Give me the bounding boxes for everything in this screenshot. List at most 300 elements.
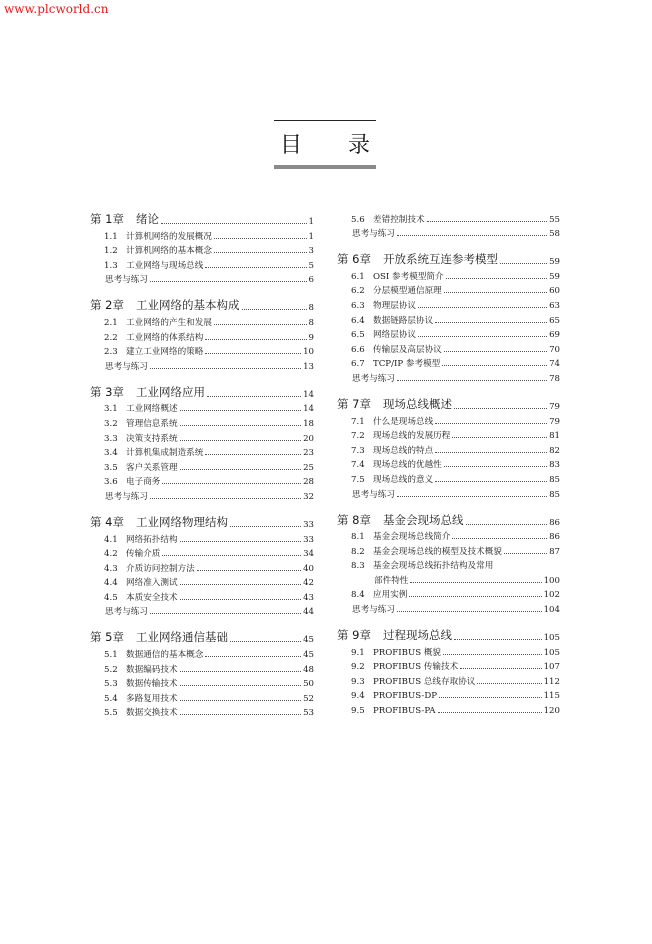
section-title: 决策支持系统 (126, 433, 178, 444)
page-number: 18 (303, 418, 314, 429)
dot-leader (180, 425, 301, 426)
section-number: 7.1 (351, 416, 365, 427)
chapter-block (337, 210, 560, 239)
dot-leader (397, 235, 547, 236)
title-text (274, 121, 376, 165)
section-number: 8.2 (351, 546, 365, 557)
section-number: 4.2 (104, 549, 118, 560)
dot-leader (500, 263, 547, 264)
page-number: 44 (303, 607, 314, 618)
section-row (90, 256, 314, 271)
section-title: 介质访问控制方法 (126, 563, 195, 574)
section-number: 4.4 (104, 578, 118, 589)
exercise-title: 思考与练习 (352, 489, 395, 500)
dot-leader (150, 498, 301, 499)
exercise-title: 思考与练习 (352, 605, 395, 616)
dot-leader (444, 351, 547, 352)
dot-leader (150, 281, 307, 282)
section-title: PROFIBUS 传输技术 (373, 662, 459, 673)
dot-leader (477, 683, 541, 684)
chapter-row (337, 395, 560, 412)
exercise-title: 思考与练习 (352, 373, 395, 384)
section-number: 4.1 (104, 534, 118, 545)
section-number: 6.3 (351, 300, 365, 311)
section-row (90, 689, 314, 704)
section-number: 9.3 (351, 676, 365, 687)
section-number: 8.1 (351, 532, 365, 543)
exercise-row (90, 271, 314, 286)
page-number: 81 (549, 431, 560, 442)
chapter-row (90, 296, 314, 313)
section-number: 7.5 (351, 474, 365, 485)
section-row (90, 588, 314, 603)
page-number: 85 (549, 489, 560, 500)
section-number: 1.3 (104, 260, 118, 271)
section-title: 现场总线的优越性 (373, 460, 442, 471)
exercise-row (90, 357, 314, 372)
dot-leader (454, 408, 547, 409)
section-row (90, 458, 314, 473)
section-row (90, 559, 314, 574)
dot-leader (242, 309, 307, 310)
section-row (337, 658, 560, 673)
section-row (337, 701, 560, 716)
page-number: 86 (549, 517, 560, 528)
chapter-title: 工业网络通信基础 (136, 630, 228, 645)
section-title: 分层模型通信原理 (373, 286, 442, 297)
page-number: 102 (543, 590, 560, 601)
page-number: 42 (303, 578, 314, 589)
page-number: 70 (549, 344, 560, 355)
chapter-number: 第 3章 (90, 384, 124, 399)
section-number: 6.1 (351, 271, 365, 282)
section-number: 3.6 (104, 477, 118, 488)
section-row (337, 470, 560, 485)
dot-leader (180, 671, 301, 672)
section-number: 8.4 (351, 590, 365, 601)
page-number: 105 (543, 647, 560, 658)
chapter-number: 第 6章 (337, 252, 371, 267)
page-number: 10 (303, 347, 314, 358)
section-number: 5.3 (104, 679, 118, 690)
page-number: 45 (303, 650, 314, 661)
exercise-title: 思考与练习 (105, 361, 148, 372)
page-number: 79 (549, 401, 560, 412)
section-title: 数据链路层协议 (373, 315, 434, 326)
section-number: 9.1 (351, 647, 365, 658)
dot-leader (180, 700, 301, 701)
dot-leader (161, 223, 307, 224)
section-title: PROFIBUS 总线存取协议 (373, 676, 476, 687)
section-title: 物理层协议 (373, 300, 416, 311)
page-number: 9 (308, 332, 314, 343)
section-number: 2.3 (104, 347, 118, 358)
dot-leader (454, 639, 542, 640)
section-title: 基金会现场总线拓扑结构及常用 (373, 561, 494, 572)
page-number: 79 (549, 416, 560, 427)
page-number: 48 (303, 664, 314, 675)
dot-leader (460, 668, 541, 669)
page-number: 40 (303, 563, 314, 574)
page-number: 55 (549, 214, 560, 225)
dot-leader (439, 697, 542, 698)
dot-leader (397, 611, 542, 612)
chapter-row (337, 511, 560, 528)
section-number: 1.1 (104, 231, 118, 242)
dot-leader (214, 238, 307, 239)
section-row (90, 242, 314, 257)
page-number: 13 (303, 361, 314, 372)
exercise-row (90, 487, 314, 502)
section-title: 部件特性 (374, 575, 409, 586)
section-row (337, 586, 560, 601)
dot-leader (410, 582, 541, 583)
page-number: 59 (549, 271, 560, 282)
page-number: 100 (543, 575, 560, 586)
section-title: 工业网络概述 (126, 404, 178, 415)
section-title: 客户关系管理 (126, 462, 178, 473)
section-row (90, 530, 314, 545)
section-row (90, 574, 314, 589)
section-title: 差错控制技术 (373, 214, 425, 225)
section-title: 建立工业网络的策略 (126, 347, 204, 358)
dot-leader (180, 469, 301, 470)
dot-leader (504, 553, 547, 554)
page-number: 53 (303, 708, 314, 719)
section-title: 计算机集成制造系统 (126, 448, 204, 459)
page-number: 43 (303, 592, 314, 603)
page-number: 23 (303, 448, 314, 459)
section-row (90, 473, 314, 488)
chapter-row (90, 383, 314, 400)
exercise-row (337, 225, 560, 240)
section-row (337, 326, 560, 341)
exercise-title: 思考与练习 (105, 275, 148, 286)
section-row (337, 210, 560, 225)
section-row (337, 296, 560, 311)
section-row (337, 412, 560, 427)
dot-leader (207, 396, 301, 397)
page-number: 28 (303, 477, 314, 488)
section-row (90, 343, 314, 358)
section-title: TCP/IP 参考模型 (373, 359, 441, 370)
dot-leader (418, 336, 547, 337)
chapter-block (90, 296, 314, 371)
section-row (337, 687, 560, 702)
section-number: 7.2 (351, 431, 365, 442)
chapter-block (90, 383, 314, 502)
chapter-title: 开放系统互连参考模型 (383, 252, 498, 267)
section-row (90, 227, 314, 242)
section-row (337, 528, 560, 543)
section-row (90, 660, 314, 675)
page-number: 69 (549, 330, 560, 341)
dot-leader (438, 712, 542, 713)
section-title: 数据通信的基本概念 (126, 650, 204, 661)
dot-leader (442, 365, 547, 366)
page-number: 6 (308, 275, 314, 286)
page-number: 25 (303, 462, 314, 473)
page-number: 33 (303, 534, 314, 545)
chapter-block (337, 626, 560, 716)
section-number: 9.4 (351, 691, 365, 702)
section-row-continued (337, 571, 560, 586)
page-number: 8 (308, 317, 314, 328)
dot-leader (466, 524, 548, 525)
exercise-title: 思考与练习 (105, 491, 148, 502)
page-number: 58 (549, 229, 560, 240)
dot-leader (180, 685, 301, 686)
section-number: 4.5 (104, 592, 118, 603)
section-title: 网络层协议 (373, 330, 416, 341)
section-title: 工业网络的体系结构 (126, 332, 204, 343)
dot-leader (205, 656, 301, 657)
section-title: 本质安全技术 (126, 592, 178, 603)
section-title: OSI 参考模型简介 (373, 271, 444, 282)
chapter-row (337, 250, 560, 267)
chapter-row (337, 626, 560, 643)
section-row (90, 313, 314, 328)
title-char-1: 目 (280, 132, 303, 158)
dot-leader (162, 555, 301, 556)
page-number: 34 (303, 549, 314, 560)
dot-leader (443, 654, 542, 655)
dot-leader (205, 267, 306, 268)
title-char-2: 录 (347, 132, 370, 158)
page-number: 1 (308, 217, 314, 227)
section-title: 数据传输技术 (126, 679, 178, 690)
section-number: 6.7 (351, 359, 365, 370)
section-row (90, 645, 314, 660)
section-row (90, 545, 314, 560)
dot-leader (205, 339, 306, 340)
dot-leader (205, 454, 301, 455)
section-row (90, 704, 314, 719)
page-number: 112 (543, 676, 560, 687)
chapter-title: 工业网络物理结构 (136, 514, 228, 529)
section-number: 3.2 (104, 418, 118, 429)
page-number: 82 (549, 445, 560, 456)
title-rule-bottom (274, 165, 376, 169)
section-row (337, 456, 560, 471)
chapter-number: 第 9章 (337, 628, 371, 643)
page-number: 87 (549, 546, 560, 557)
section-row (90, 400, 314, 415)
page-number: 60 (549, 286, 560, 297)
dot-leader (180, 584, 301, 585)
exercise-row (337, 485, 560, 500)
section-title: PROFIBUS-DP (373, 691, 437, 702)
dot-leader (197, 570, 301, 571)
section-number: 7.4 (351, 460, 365, 471)
section-number: 5.6 (351, 214, 365, 225)
section-row (337, 282, 560, 297)
section-title: 网络拓扑结构 (126, 534, 178, 545)
page-number: 83 (549, 460, 560, 471)
toc-left-column (90, 210, 314, 729)
section-row (337, 557, 560, 572)
section-number: 5.1 (104, 650, 118, 661)
section-title: 数据交换技术 (126, 708, 178, 719)
exercise-row (337, 600, 560, 615)
dot-leader (180, 410, 301, 411)
dot-leader (230, 641, 301, 642)
section-title: 基金会现场总线简介 (373, 532, 451, 543)
page-number: 5 (308, 260, 314, 271)
page-number: 120 (543, 706, 560, 717)
chapter-row (90, 513, 314, 530)
page-number: 86 (549, 532, 560, 543)
chapter-title: 工业网络的基本构成 (136, 298, 240, 313)
dot-leader (397, 496, 547, 497)
section-number: 5.4 (104, 693, 118, 704)
section-number: 4.3 (104, 563, 118, 574)
section-number: 3.5 (104, 462, 118, 473)
dot-leader (452, 437, 547, 438)
section-title: 传输介质 (126, 549, 161, 560)
chapter-title: 基金会现场总线 (383, 512, 464, 527)
section-number: 7.3 (351, 445, 365, 456)
section-row (90, 429, 314, 444)
section-row (337, 340, 560, 355)
section-row (337, 643, 560, 658)
section-row (90, 444, 314, 459)
section-title: 网络准入测试 (126, 578, 178, 589)
dot-leader (180, 714, 301, 715)
section-number: 3.4 (104, 448, 118, 459)
section-number: 3.3 (104, 433, 118, 444)
dot-leader (435, 452, 547, 453)
section-number: 6.5 (351, 330, 365, 341)
chapter-title: 绪论 (136, 212, 159, 226)
page-number: 105 (543, 633, 560, 644)
toc-right-column (337, 210, 560, 727)
section-number: 6.4 (351, 315, 365, 326)
chapter-block (90, 210, 314, 285)
dot-leader (427, 221, 547, 222)
section-title: 计算机网络的发展概况 (126, 231, 212, 242)
section-number: 2.2 (104, 332, 118, 343)
section-title: 电子商务 (126, 477, 161, 488)
chapter-title: 现场总线概述 (383, 396, 452, 411)
chapter-number: 第 4章 (90, 514, 124, 529)
dot-leader (435, 423, 547, 424)
section-row (337, 427, 560, 442)
section-number: 6.2 (351, 286, 365, 297)
exercise-row (90, 603, 314, 618)
section-title: 工业网络与现场总线 (126, 260, 204, 271)
dot-leader (230, 526, 301, 527)
dot-leader (162, 483, 301, 484)
dot-leader (435, 322, 547, 323)
section-title: 现场总线的特点 (373, 445, 434, 456)
chapter-number: 第 2章 (90, 298, 124, 313)
dot-leader (150, 368, 301, 369)
chapter-block (337, 250, 560, 384)
section-title: 现场总线的意义 (373, 474, 434, 485)
page-number: 33 (303, 519, 314, 530)
dot-leader (180, 541, 301, 542)
page-number: 85 (549, 474, 560, 485)
section-number: 3.1 (104, 404, 118, 415)
dot-leader (444, 292, 547, 293)
section-title: 现场总线的发展历程 (373, 431, 451, 442)
section-title: 管理信息系统 (126, 418, 178, 429)
chapter-block (90, 513, 314, 618)
section-row (90, 414, 314, 429)
page-number: 63 (549, 300, 560, 311)
chapter-number: 第 8章 (337, 512, 371, 527)
exercise-title: 思考与练习 (105, 607, 148, 618)
dot-leader (150, 613, 301, 614)
page-number: 104 (543, 605, 560, 616)
section-number: 6.6 (351, 344, 365, 355)
section-row (90, 328, 314, 343)
chapter-title: 过程现场总线 (383, 628, 452, 643)
section-number: 2.1 (104, 317, 118, 328)
chapter-row (90, 628, 314, 645)
page-number: 3 (308, 246, 314, 257)
dot-leader (205, 353, 301, 354)
exercise-title: 思考与练习 (352, 229, 395, 240)
dot-leader (452, 538, 547, 539)
page-number: 74 (549, 359, 560, 370)
section-title: 多路复用技术 (126, 693, 178, 704)
section-row (337, 441, 560, 456)
section-title: PROFIBUS 概貌 (373, 647, 442, 658)
toc-title (274, 120, 376, 169)
section-title: 应用实例 (373, 590, 408, 601)
section-number: 8.3 (351, 561, 365, 572)
chapter-block (337, 511, 560, 616)
dot-leader (418, 307, 547, 308)
dot-leader (409, 596, 541, 597)
section-number: 9.2 (351, 662, 365, 673)
section-row (337, 267, 560, 282)
section-number: 1.2 (104, 246, 118, 257)
dot-leader (214, 324, 307, 325)
page-number: 14 (303, 389, 314, 400)
page-number: 107 (543, 662, 560, 673)
page-number: 50 (303, 679, 314, 690)
page-number: 20 (303, 433, 314, 444)
chapter-row (90, 210, 314, 227)
section-number: 9.5 (351, 706, 365, 717)
dot-leader (397, 380, 547, 381)
exercise-row (337, 369, 560, 384)
page-number: 65 (549, 315, 560, 326)
section-title: PROFIBUS-PA (373, 706, 436, 717)
section-title: 数据编码技术 (126, 664, 178, 675)
chapter-block (90, 628, 314, 718)
dot-leader (180, 599, 301, 600)
page-number: 1 (308, 231, 314, 242)
section-title: 基金会现场总线的模型及技术概貌 (373, 546, 502, 557)
chapter-block (337, 395, 560, 500)
section-row (90, 675, 314, 690)
chapter-number: 第 5章 (90, 630, 124, 645)
page-number: 78 (549, 373, 560, 384)
page-number: 14 (303, 404, 314, 415)
dot-leader (214, 252, 307, 253)
watermark-url: www.plcworld.cn (4, 2, 109, 16)
dot-leader (444, 466, 547, 467)
section-number: 5.2 (104, 664, 118, 675)
dot-leader (180, 440, 301, 441)
section-row (337, 672, 560, 687)
page-number: 8 (308, 303, 314, 314)
page-number: 32 (303, 491, 314, 502)
